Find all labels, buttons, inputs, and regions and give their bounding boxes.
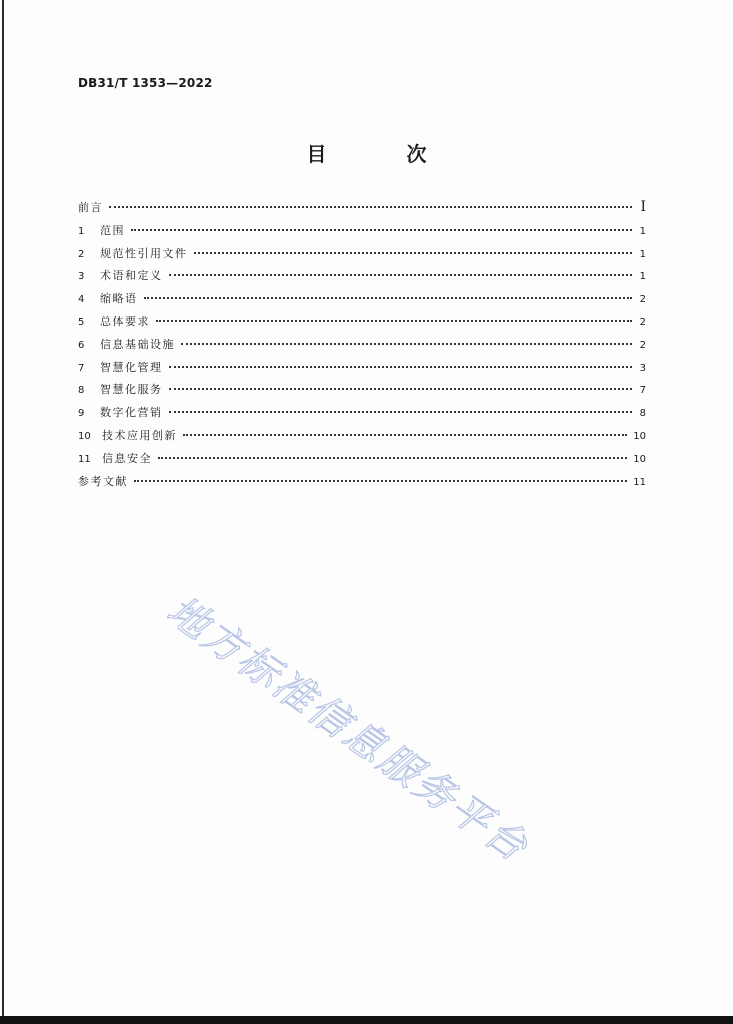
toc-entry-references[interactable]	[78, 473, 646, 496]
toc-entry-10[interactable]	[78, 427, 646, 450]
toc-entry-label: 前言	[78, 201, 103, 214]
toc-entry-number: 9	[78, 408, 85, 420]
toc-entry-label: 技术应用创新	[102, 428, 177, 442]
toc-entry-number: 7	[78, 362, 85, 374]
toc-entry-4[interactable]	[78, 290, 646, 313]
toc-entry-page: 2	[639, 316, 646, 328]
toc-entry-3[interactable]	[78, 267, 646, 290]
toc-leader-dots	[131, 229, 632, 231]
toc-entry-label: 智慧化管理	[100, 360, 163, 374]
toc-entry-6[interactable]	[78, 336, 646, 359]
toc-leader-dots	[144, 297, 633, 299]
watermark-text: 地方标准信息服务平台	[158, 587, 538, 872]
toc-entry-number: 5	[78, 316, 85, 328]
toc-entry-8[interactable]	[78, 381, 646, 404]
toc-entry-label: 缩略语	[100, 292, 138, 306]
toc-entry-label: 参考文献	[78, 474, 128, 488]
toc-entry-page: 10	[633, 453, 646, 465]
toc-entry-number: 6	[78, 339, 85, 351]
toc-entry-label: 规范性引用文件	[100, 246, 188, 260]
toc-entry-label: 范围	[100, 223, 125, 237]
toc-entry-number: 4	[78, 294, 85, 306]
toc-leader-dots	[169, 388, 633, 390]
toc-leader-dots	[158, 457, 627, 459]
toc-leader-dots	[134, 480, 627, 482]
toc-entry-number: 2	[78, 248, 85, 260]
toc-leader-dots	[109, 206, 632, 208]
toc-title: 目 次	[306, 142, 457, 166]
toc-entry-label: 总体要求	[100, 314, 150, 328]
toc-entry-9[interactable]	[78, 404, 646, 427]
toc-entry-foreword[interactable]	[78, 199, 646, 222]
toc-entry-number: 3	[78, 271, 85, 283]
toc-entry-number: 8	[78, 385, 85, 397]
toc-entry-page: 1	[639, 225, 646, 237]
toc-entry-number: 1	[78, 225, 85, 237]
toc-entry-page: 1	[639, 271, 646, 283]
toc-leader-dots	[169, 274, 633, 276]
toc-entry-page: I	[640, 199, 646, 215]
toc-entry-label: 信息安全	[102, 451, 152, 465]
toc-entry-11[interactable]	[78, 450, 646, 473]
toc-entry-label: 术语和定义	[100, 269, 163, 283]
toc-entry-page: 1	[639, 248, 646, 260]
toc-leader-dots	[156, 320, 632, 322]
toc-entry-7[interactable]	[78, 359, 646, 382]
toc-leader-dots	[183, 434, 627, 436]
toc-entry-5[interactable]	[78, 313, 646, 336]
toc-entry-number: 11	[78, 453, 91, 465]
toc-entry-page: 8	[639, 408, 646, 420]
toc-entry-page: 7	[639, 385, 646, 397]
toc-list	[78, 199, 646, 495]
toc-entry-page: 2	[639, 294, 646, 306]
toc-entry-1[interactable]	[78, 222, 646, 245]
scan-bottom-edge	[0, 1016, 733, 1024]
toc-entry-label: 数字化营销	[100, 406, 163, 420]
toc-entry-number: 10	[78, 430, 91, 442]
document-code: DB31/T 1353—2022	[78, 76, 213, 90]
toc-leader-dots	[181, 343, 632, 345]
toc-leader-dots	[169, 366, 633, 368]
toc-entry-page: 3	[639, 362, 646, 374]
toc-entry-label: 信息基础设施	[100, 337, 175, 351]
toc-entry-label: 智慧化服务	[100, 383, 163, 397]
toc-entry-page: 11	[633, 476, 646, 488]
toc-entry-page: 2	[639, 339, 646, 351]
toc-leader-dots	[169, 411, 633, 413]
toc-entry-2[interactable]	[78, 245, 646, 268]
toc-entry-page: 10	[633, 430, 646, 442]
toc-leader-dots	[194, 252, 633, 254]
